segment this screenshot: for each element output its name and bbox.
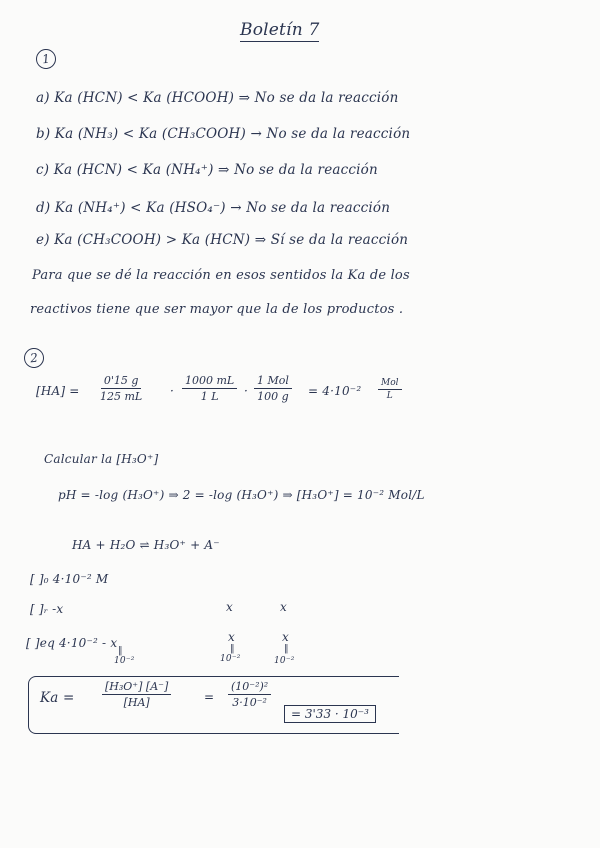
multiply-dot-1: · bbox=[170, 384, 175, 398]
ex1-line-a: a) Ka (HCN) < Ka (HCOOH) ⇒ No se da la reacción bbox=[36, 90, 399, 106]
fraction-3-numerator: 1 Mol bbox=[254, 374, 292, 389]
ka-fraction-numeric bbox=[228, 680, 271, 709]
unit-numerator: Mol bbox=[378, 378, 402, 390]
fraction-3-denominator: 100 g bbox=[257, 390, 289, 403]
concentration-label: [HA] = bbox=[36, 384, 80, 398]
ka-fraction-symbolic bbox=[102, 680, 171, 709]
exercise-2-number: 2 bbox=[23, 347, 45, 369]
fraction-2-numerator: 1000 mL bbox=[182, 374, 237, 389]
ex1-line-c: c) Ka (HCN) < Ka (NH₄⁺) ⇒ No se da la reacción bbox=[36, 162, 378, 178]
calculate-label: Calcular la [H₃O⁺] bbox=[44, 452, 159, 466]
equals-mark-a: ‖ bbox=[284, 644, 289, 654]
ex1-conclusion-line-2: reactivos tiene que ser mayor que la de los productos . bbox=[30, 302, 404, 317]
ka-numeric-denominator: 3·10⁻² bbox=[232, 696, 267, 709]
ka-label: Ka = bbox=[40, 690, 75, 706]
fraction-1-numerator: 0'15 g bbox=[101, 374, 142, 389]
ka-result-box: = 3'33 · 10⁻³ bbox=[284, 705, 376, 723]
row-reacted-x-a: x bbox=[280, 600, 287, 614]
ex1-conclusion-line-1: Para que se dé la reacción en esos sentidos la Ka de los bbox=[32, 268, 410, 283]
ex1-line-b: b) Ka (NH₃) < Ka (CH₃COOH) → No se da la reacción bbox=[36, 126, 411, 142]
ka-denominator: [HA] bbox=[123, 696, 150, 709]
fraction-ml-l bbox=[182, 374, 237, 403]
row-equilibrium-equals-mark: ‖ bbox=[118, 646, 123, 656]
ka-numerator: [H₃O⁺] [A⁻] bbox=[102, 680, 171, 695]
fraction-2-denominator: 1 L bbox=[200, 390, 219, 403]
row-equilibrium-value-a: 10⁻² bbox=[274, 656, 295, 666]
row-initial: [ ]₀ 4·10⁻² M bbox=[30, 572, 109, 586]
fraction-mass-volume bbox=[100, 374, 142, 403]
equilibrium-equation: HA + H₂O ⇌ H₃O⁺ + A⁻ bbox=[72, 538, 220, 552]
row-equilibrium-x-a: x bbox=[282, 630, 289, 644]
exercise-1-number: 1 bbox=[35, 48, 57, 70]
unit-denominator: L bbox=[386, 391, 393, 401]
equals-mark-h3o: ‖ bbox=[230, 644, 235, 654]
ex1-line-e: e) Ka (CH₃COOH) > Ka (HCN) ⇒ Sí se da la reacción bbox=[36, 232, 409, 248]
concentration-unit bbox=[378, 378, 402, 401]
equals-sign: = bbox=[204, 690, 215, 704]
page-title: Boletín 7 bbox=[240, 20, 320, 40]
multiply-dot-2: · bbox=[244, 384, 249, 398]
ex1-line-d: d) Ka (NH₄⁺) < Ka (HSO₄⁻) → No se da la reacción bbox=[36, 200, 391, 216]
row-equilibrium: [ ]eq 4·10⁻² - x bbox=[26, 636, 118, 650]
row-reacted: [ ]ᵣ -x bbox=[30, 602, 64, 616]
ka-numeric-numerator: (10⁻²)² bbox=[228, 680, 271, 695]
fraction-1-denominator: 125 mL bbox=[100, 390, 143, 403]
concentration-result: = 4·10⁻² bbox=[308, 384, 362, 398]
row-equilibrium-value: 10⁻² bbox=[114, 656, 135, 666]
row-equilibrium-value-h3o: 10⁻² bbox=[220, 654, 241, 664]
fraction-mol-g bbox=[254, 374, 292, 403]
row-equilibrium-x-h3o: x bbox=[228, 630, 235, 644]
row-reacted-x-h3o: x bbox=[226, 600, 233, 614]
ph-line: pH = -log (H₃O⁺) ⇒ 2 = -log (H₃O⁺) ⇒ [H₃O⁺] = 10⁻² Mol/L bbox=[58, 488, 425, 502]
